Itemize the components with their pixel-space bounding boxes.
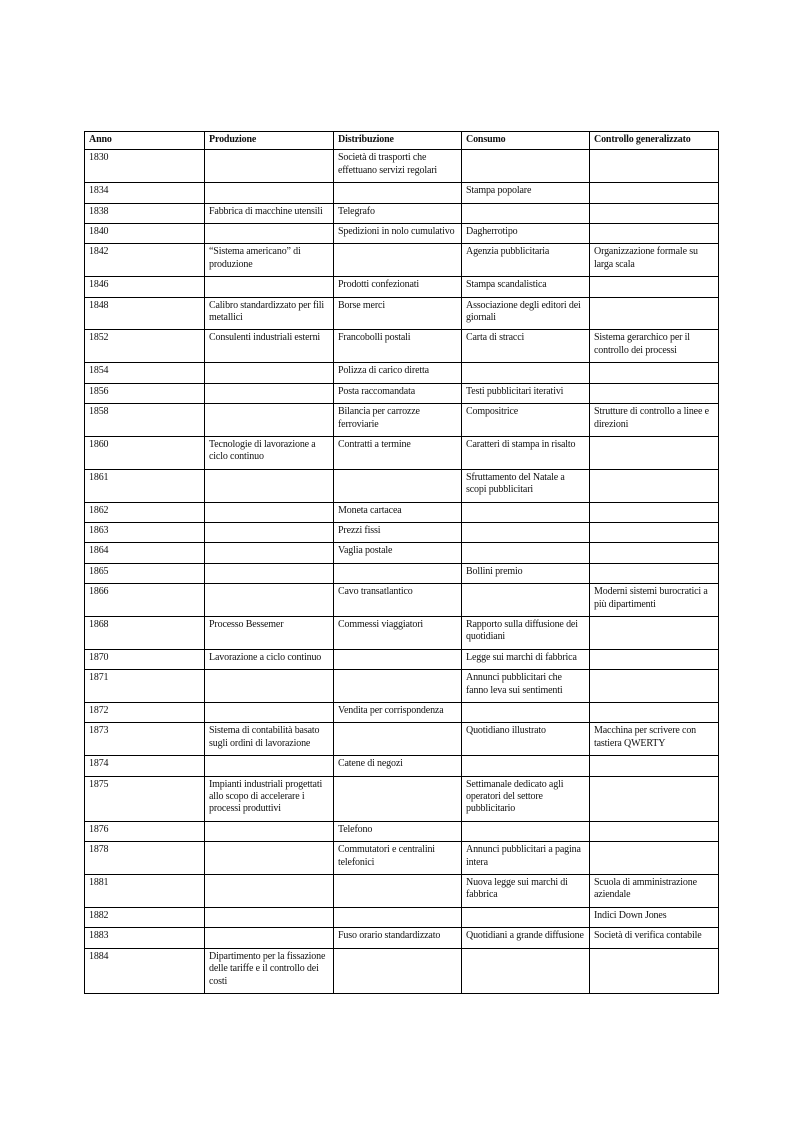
table-row bbox=[85, 436, 719, 469]
cell-controllo: Sistema gerarchico per il controllo dei processi bbox=[590, 330, 719, 363]
cell-anno: 1873 bbox=[85, 723, 205, 756]
cell-anno: 1884 bbox=[85, 948, 205, 993]
cell-produzione bbox=[205, 907, 334, 927]
table-body bbox=[85, 150, 719, 994]
table-row bbox=[85, 277, 719, 297]
cell-distribuzione bbox=[334, 776, 462, 821]
cell-consumo bbox=[462, 703, 590, 723]
cell-controllo: Indici Down Jones bbox=[590, 907, 719, 927]
cell-anno: 1876 bbox=[85, 821, 205, 841]
cell-distribuzione: Telefono bbox=[334, 821, 462, 841]
cell-controllo: Macchina per scrivere con tastiera QWERTY bbox=[590, 723, 719, 756]
cell-controllo: Organizzazione formale su larga scala bbox=[590, 244, 719, 277]
cell-anno: 1872 bbox=[85, 703, 205, 723]
cell-distribuzione: Moneta cartacea bbox=[334, 502, 462, 522]
cell-produzione bbox=[205, 150, 334, 183]
cell-produzione bbox=[205, 543, 334, 563]
cell-anno: 1861 bbox=[85, 469, 205, 502]
header-distribuzione: Distribuzione bbox=[334, 132, 462, 150]
cell-distribuzione: Prezzi fissi bbox=[334, 522, 462, 542]
cell-anno: 1848 bbox=[85, 297, 205, 330]
cell-distribuzione: Vendita per corrispondenza bbox=[334, 703, 462, 723]
cell-consumo bbox=[462, 584, 590, 617]
table-row bbox=[85, 383, 719, 403]
cell-produzione bbox=[205, 928, 334, 948]
cell-distribuzione: Commutatori e centralini telefonici bbox=[334, 842, 462, 875]
cell-distribuzione: Francobolli postali bbox=[334, 330, 462, 363]
cell-controllo: Società di verifica contabile bbox=[590, 928, 719, 948]
cell-produzione bbox=[205, 522, 334, 542]
cell-controllo bbox=[590, 277, 719, 297]
table-row bbox=[85, 203, 719, 223]
cell-produzione bbox=[205, 277, 334, 297]
cell-consumo: Bollini premio bbox=[462, 563, 590, 583]
cell-consumo: Associazione degli editori dei giornali bbox=[462, 297, 590, 330]
cell-anno: 1874 bbox=[85, 756, 205, 776]
cell-produzione: Dipartimento per la fissazione delle tariffe e il controllo dei costi bbox=[205, 948, 334, 993]
cell-controllo bbox=[590, 297, 719, 330]
cell-distribuzione bbox=[334, 948, 462, 993]
table-row bbox=[85, 224, 719, 244]
cell-consumo bbox=[462, 150, 590, 183]
cell-controllo bbox=[590, 756, 719, 776]
cell-consumo bbox=[462, 363, 590, 383]
cell-produzione bbox=[205, 183, 334, 203]
cell-consumo bbox=[462, 756, 590, 776]
cell-controllo: Scuola di amministrazione aziendale bbox=[590, 875, 719, 908]
cell-controllo: Moderni sistemi burocratici a più dipartimenti bbox=[590, 584, 719, 617]
cell-anno: 1854 bbox=[85, 363, 205, 383]
cell-controllo bbox=[590, 383, 719, 403]
table-row bbox=[85, 244, 719, 277]
cell-consumo: Quotidiani a grande diffusione bbox=[462, 928, 590, 948]
cell-produzione bbox=[205, 584, 334, 617]
table-row bbox=[85, 928, 719, 948]
cell-produzione bbox=[205, 842, 334, 875]
cell-distribuzione bbox=[334, 563, 462, 583]
cell-controllo bbox=[590, 150, 719, 183]
cell-controllo bbox=[590, 649, 719, 669]
table-row bbox=[85, 948, 719, 993]
cell-controllo bbox=[590, 203, 719, 223]
cell-distribuzione: Posta raccomandata bbox=[334, 383, 462, 403]
cell-consumo: Caratteri di stampa in risalto bbox=[462, 436, 590, 469]
cell-distribuzione bbox=[334, 183, 462, 203]
cell-distribuzione: Polizza di carico diretta bbox=[334, 363, 462, 383]
cell-distribuzione: Catene di negozi bbox=[334, 756, 462, 776]
cell-consumo: Compositrice bbox=[462, 404, 590, 437]
cell-distribuzione bbox=[334, 875, 462, 908]
table-row bbox=[85, 756, 719, 776]
timeline-table bbox=[84, 131, 719, 994]
table-row bbox=[85, 502, 719, 522]
cell-anno: 1865 bbox=[85, 563, 205, 583]
cell-controllo bbox=[590, 224, 719, 244]
cell-produzione: Fabbrica di macchine utensili bbox=[205, 203, 334, 223]
cell-controllo bbox=[590, 363, 719, 383]
cell-distribuzione: Telegrafo bbox=[334, 203, 462, 223]
table-row bbox=[85, 363, 719, 383]
cell-distribuzione: Società di trasporti che effettuano servizi regolari bbox=[334, 150, 462, 183]
cell-consumo: Annunci pubblicitari a pagina intera bbox=[462, 842, 590, 875]
table-row bbox=[85, 297, 719, 330]
cell-distribuzione bbox=[334, 907, 462, 927]
cell-anno: 1852 bbox=[85, 330, 205, 363]
cell-distribuzione: Bilancia per carrozze ferroviarie bbox=[334, 404, 462, 437]
cell-anno: 1863 bbox=[85, 522, 205, 542]
table-row bbox=[85, 649, 719, 669]
cell-anno: 1856 bbox=[85, 383, 205, 403]
table-row bbox=[85, 776, 719, 821]
cell-produzione bbox=[205, 703, 334, 723]
cell-controllo bbox=[590, 842, 719, 875]
cell-distribuzione bbox=[334, 723, 462, 756]
cell-distribuzione: Fuso orario standardizzato bbox=[334, 928, 462, 948]
table-row bbox=[85, 330, 719, 363]
cell-anno: 1858 bbox=[85, 404, 205, 437]
cell-produzione: Consulenti industriali esterni bbox=[205, 330, 334, 363]
cell-controllo bbox=[590, 616, 719, 649]
table-row bbox=[85, 543, 719, 563]
cell-anno: 1883 bbox=[85, 928, 205, 948]
cell-produzione bbox=[205, 756, 334, 776]
cell-produzione bbox=[205, 404, 334, 437]
cell-consumo: Testi pubblicitari iterativi bbox=[462, 383, 590, 403]
cell-anno: 1830 bbox=[85, 150, 205, 183]
cell-produzione bbox=[205, 875, 334, 908]
cell-produzione: Sistema di contabilità basato sugli ordini di lavorazione bbox=[205, 723, 334, 756]
table-row bbox=[85, 616, 719, 649]
cell-consumo bbox=[462, 502, 590, 522]
cell-controllo bbox=[590, 522, 719, 542]
table-row bbox=[85, 522, 719, 542]
cell-anno: 1840 bbox=[85, 224, 205, 244]
cell-consumo bbox=[462, 821, 590, 841]
cell-distribuzione bbox=[334, 244, 462, 277]
cell-consumo: Nuova legge sui marchi di fabbrica bbox=[462, 875, 590, 908]
cell-distribuzione: Cavo transatlantico bbox=[334, 584, 462, 617]
cell-anno: 1878 bbox=[85, 842, 205, 875]
cell-anno: 1838 bbox=[85, 203, 205, 223]
cell-produzione: Lavorazione a ciclo continuo bbox=[205, 649, 334, 669]
cell-consumo: Quotidiano illustrato bbox=[462, 723, 590, 756]
cell-anno: 1881 bbox=[85, 875, 205, 908]
table-row bbox=[85, 703, 719, 723]
cell-anno: 1866 bbox=[85, 584, 205, 617]
cell-distribuzione: Prodotti confezionati bbox=[334, 277, 462, 297]
cell-consumo: Dagherrotipo bbox=[462, 224, 590, 244]
cell-controllo bbox=[590, 469, 719, 502]
header-anno: Anno bbox=[85, 132, 205, 150]
cell-anno: 1882 bbox=[85, 907, 205, 927]
cell-anno: 1842 bbox=[85, 244, 205, 277]
cell-anno: 1868 bbox=[85, 616, 205, 649]
cell-anno: 1875 bbox=[85, 776, 205, 821]
table-row bbox=[85, 584, 719, 617]
cell-consumo bbox=[462, 543, 590, 563]
cell-consumo: Stampa popolare bbox=[462, 183, 590, 203]
cell-controllo: Strutture di controllo a linee e direzioni bbox=[590, 404, 719, 437]
cell-consumo bbox=[462, 948, 590, 993]
cell-distribuzione bbox=[334, 649, 462, 669]
cell-anno: 1860 bbox=[85, 436, 205, 469]
cell-distribuzione bbox=[334, 469, 462, 502]
cell-consumo bbox=[462, 907, 590, 927]
table-row bbox=[85, 821, 719, 841]
cell-produzione: Processo Bessemer bbox=[205, 616, 334, 649]
cell-controllo bbox=[590, 821, 719, 841]
cell-anno: 1870 bbox=[85, 649, 205, 669]
cell-anno: 1864 bbox=[85, 543, 205, 563]
cell-produzione bbox=[205, 363, 334, 383]
cell-consumo: Legge sui marchi di fabbrica bbox=[462, 649, 590, 669]
cell-controllo bbox=[590, 703, 719, 723]
table-header-row bbox=[85, 132, 719, 150]
cell-consumo: Rapporto sulla diffusione dei quotidiani bbox=[462, 616, 590, 649]
cell-consumo bbox=[462, 203, 590, 223]
cell-distribuzione: Spedizioni in nolo cumulativo bbox=[334, 224, 462, 244]
table-row bbox=[85, 183, 719, 203]
cell-produzione: Impianti industriali progettati allo scopo di accelerare i processi produttivi bbox=[205, 776, 334, 821]
cell-distribuzione bbox=[334, 670, 462, 703]
cell-consumo: Sfruttamento del Natale a scopi pubblicitari bbox=[462, 469, 590, 502]
cell-consumo: Settimanale dedicato agli operatori del settore pubblicitario bbox=[462, 776, 590, 821]
cell-distribuzione: Commessi viaggiatori bbox=[334, 616, 462, 649]
cell-distribuzione: Contratti a termine bbox=[334, 436, 462, 469]
table-row bbox=[85, 875, 719, 908]
header-consumo: Consumo bbox=[462, 132, 590, 150]
table-row bbox=[85, 907, 719, 927]
cell-produzione bbox=[205, 670, 334, 703]
table-row bbox=[85, 469, 719, 502]
cell-consumo: Stampa scandalistica bbox=[462, 277, 590, 297]
cell-controllo bbox=[590, 776, 719, 821]
cell-consumo: Carta di stracci bbox=[462, 330, 590, 363]
table-row bbox=[85, 723, 719, 756]
header-controllo-generalizzato: Controllo generalizzato bbox=[590, 132, 719, 150]
cell-produzione bbox=[205, 821, 334, 841]
cell-produzione bbox=[205, 563, 334, 583]
cell-distribuzione: Borse merci bbox=[334, 297, 462, 330]
cell-produzione: “Sistema americano” di produzione bbox=[205, 244, 334, 277]
cell-produzione: Calibro standardizzato per fili metallici bbox=[205, 297, 334, 330]
cell-controllo bbox=[590, 563, 719, 583]
cell-produzione bbox=[205, 469, 334, 502]
cell-produzione bbox=[205, 383, 334, 403]
header-produzione: Produzione bbox=[205, 132, 334, 150]
cell-controllo bbox=[590, 948, 719, 993]
table-row bbox=[85, 842, 719, 875]
cell-consumo: Agenzia pubblicitaria bbox=[462, 244, 590, 277]
cell-controllo bbox=[590, 183, 719, 203]
cell-controllo bbox=[590, 670, 719, 703]
cell-produzione bbox=[205, 502, 334, 522]
cell-distribuzione: Vaglia postale bbox=[334, 543, 462, 563]
cell-anno: 1862 bbox=[85, 502, 205, 522]
cell-produzione bbox=[205, 224, 334, 244]
cell-controllo bbox=[590, 436, 719, 469]
cell-consumo bbox=[462, 522, 590, 542]
table-row bbox=[85, 404, 719, 437]
cell-consumo: Annunci pubblicitari che fanno leva sui sentimenti bbox=[462, 670, 590, 703]
cell-anno: 1846 bbox=[85, 277, 205, 297]
table-row bbox=[85, 670, 719, 703]
table-row bbox=[85, 563, 719, 583]
cell-controllo bbox=[590, 543, 719, 563]
table-row bbox=[85, 150, 719, 183]
cell-produzione: Tecnologie di lavorazione a ciclo continuo bbox=[205, 436, 334, 469]
cell-controllo bbox=[590, 502, 719, 522]
cell-anno: 1871 bbox=[85, 670, 205, 703]
cell-anno: 1834 bbox=[85, 183, 205, 203]
